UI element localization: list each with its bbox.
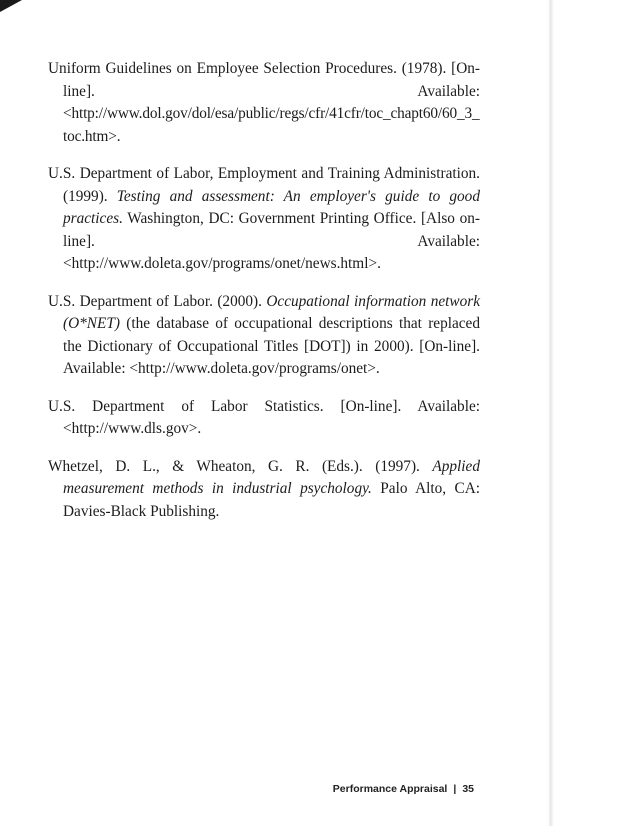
reference-entry bbox=[48, 396, 480, 441]
footer-separator: | bbox=[453, 783, 457, 795]
reference-entry bbox=[48, 456, 480, 524]
reference-title: Occupational information network (O*NET) bbox=[63, 292, 480, 332]
reference-text: U.S. Department of Labor Statistics. [On-line]. Available: <http://www.dls.gov>. bbox=[48, 397, 480, 437]
reference-publisher-text: Washington, DC: Government Printing Office. [Also on-line]. Available: <http://www.doleta.gov/programs/onet/news.html>. bbox=[63, 210, 480, 272]
page-footer bbox=[333, 783, 474, 795]
footer-section-title: Performance Appraisal bbox=[332, 783, 448, 795]
reference-title: Testing and assessment: An employer's guide to good practices. bbox=[63, 187, 480, 227]
reference-entry bbox=[48, 163, 480, 276]
reference-description-text: (the database of occupational descriptions that replaced the Dictionary of Occupational Titles [DOT]) in 2000). [On-line]. Available: <http://www.doleta.gov/programs/onet>. bbox=[63, 315, 480, 377]
reference-publisher-text: Palo Alto, CA: Davies-Black Publishing. bbox=[63, 480, 481, 520]
reference-text: U.S. Department of Labor. (2000). bbox=[48, 292, 267, 310]
reference-text: U.S. Department of Labor, Employment and Training Administration. (1999). bbox=[48, 165, 480, 205]
reference-entry bbox=[48, 58, 480, 148]
scan-corner-mark bbox=[0, 0, 22, 12]
page-number: 35 bbox=[462, 783, 474, 795]
reference-title: Applied measurement methods in industrial psychology. bbox=[63, 457, 480, 497]
reference-list bbox=[48, 58, 480, 538]
scan-page-edge bbox=[548, 0, 554, 826]
reference-text: Uniform Guidelines on Employee Selection Procedures. (1978). [On-line]. Available: bbox=[48, 60, 480, 100]
reference-text: Whetzel, D. L., & Wheaton, G. R. (Eds.). (1997). bbox=[48, 457, 433, 475]
reference-url: <http://www.dol.gov/dol/esa/public/regs/cfr/41cfr/toc_chapt60/60_3_toc.htm>. bbox=[63, 105, 480, 145]
reference-entry bbox=[48, 291, 480, 381]
